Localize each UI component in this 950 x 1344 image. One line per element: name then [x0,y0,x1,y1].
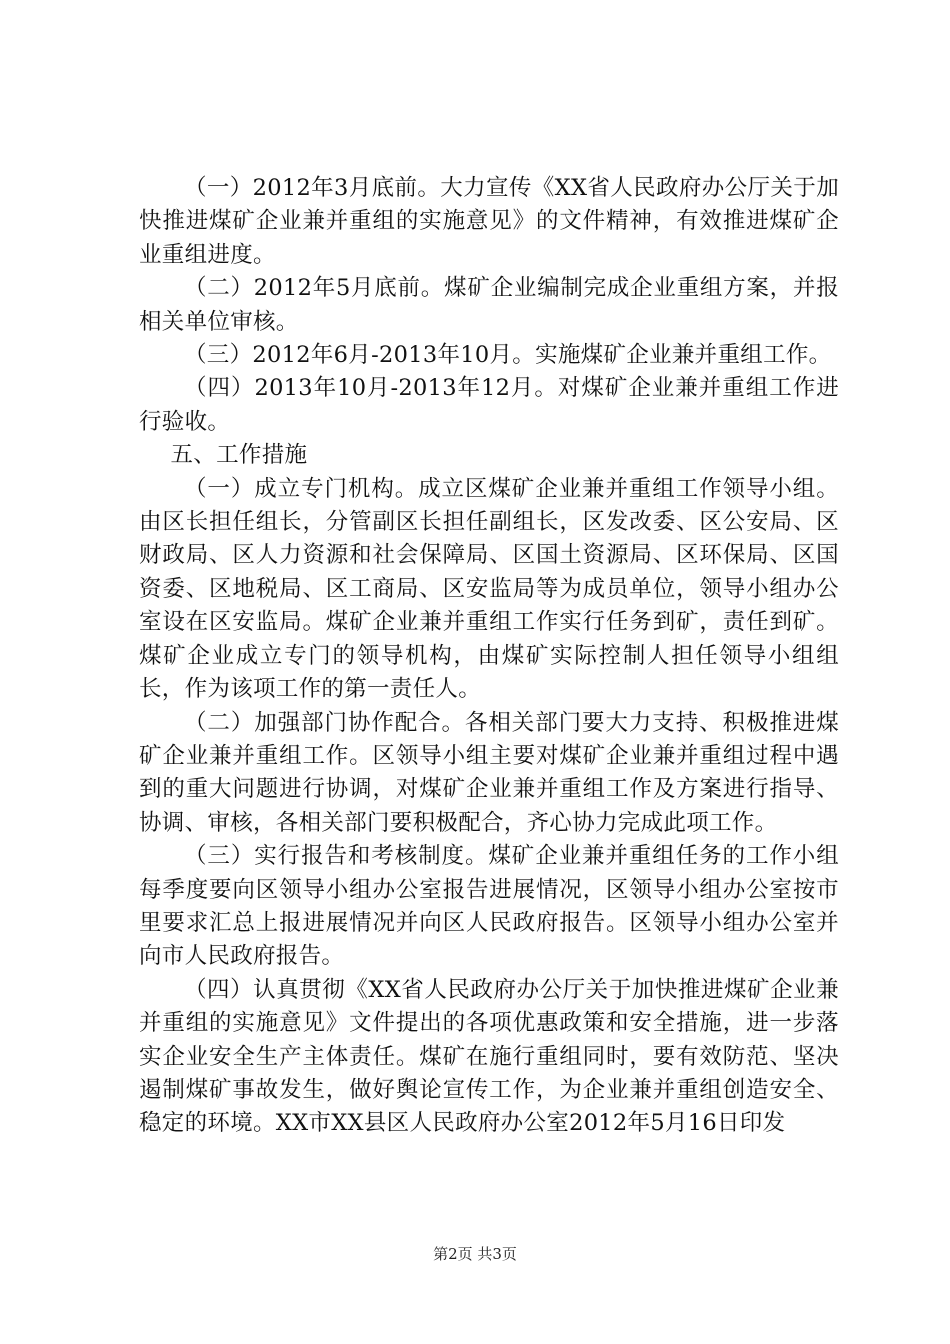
paragraph-schedule-1: （一）2012年3月底前。大力宣传《XX省人民政府办公厅关于加快推进煤矿企业兼并重组的实施意见》的文件精神，有效推进煤矿企业重组进度。 [139,175,839,268]
paragraph-schedule-2: （二）2012年5月底前。煤矿企业编制完成企业重组方案，并报相关单位审核。 [139,275,839,335]
paragraph-measure-3: （三）实行报告和考核制度。煤矿企业兼并重组任务的工作小组每季度要向区领导小组办公室报告进展情况，区领导小组办公室按市里要求汇总上报进展情况并向区人民政府报告。区领导小组办公室并向市人民政府报告。 [139,843,839,970]
paragraph-measure-4: （四）认真贯彻《XX省人民政府办公厅关于加快推进煤矿企业兼并重组的实施意见》文件提出的各项优惠政策和安全措施，进一步落实企业安全生产主体责任。煤矿在施行重组同时，要有效防范、坚决遏制煤矿事故发生，做好舆论宣传工作，为企业兼并重组创造安全、稳定的环境。XX市XX县区人民政府办公室2012年5月16日印发 [139,976,839,1137]
paragraph-measure-1: （一）成立专门机构。成立区煤矿企业兼并重组工作领导小组。由区长担任组长，分管副区长担任副组长，区发改委、区公安局、区财政局、区人力资源和社会保障局、区国土资源局、区环保局、区国资委、区地税局、区工商局、区安监局等为成员单位，领导小组办公室设在区安监局。煤矿企业兼并重组工作实行任务到矿，责任到矿。煤矿企业成立专门的领导机构，由煤矿实际控制人担任领导小组组长，作为该项工作的第一责任人。 [139,475,839,703]
document-body [139,172,839,1141]
paragraph-measure-2: （二）加强部门协作配合。各相关部门要大力支持、积极推进煤矿企业兼并重组工作。区领导小组主要对煤矿企业兼并重组过程中遇到的重大问题进行协调，对煤矿企业兼并重组工作及方案进行指导、协调、审核，各相关部门要积极配合，齐心协力完成此项工作。 [139,709,839,836]
section-heading-measures: 五、工作措施 [170,442,308,469]
page-number-footer: 第2页 共3页 [433,1245,517,1263]
paragraph-schedule-3: （三）2012年6月-2013年10月。实施煤矿企业兼并重组工作。 [184,342,832,369]
paragraph-schedule-4: （四）2013年10月-2013年12月。对煤矿企业兼并重组工作进行验收。 [139,375,839,435]
